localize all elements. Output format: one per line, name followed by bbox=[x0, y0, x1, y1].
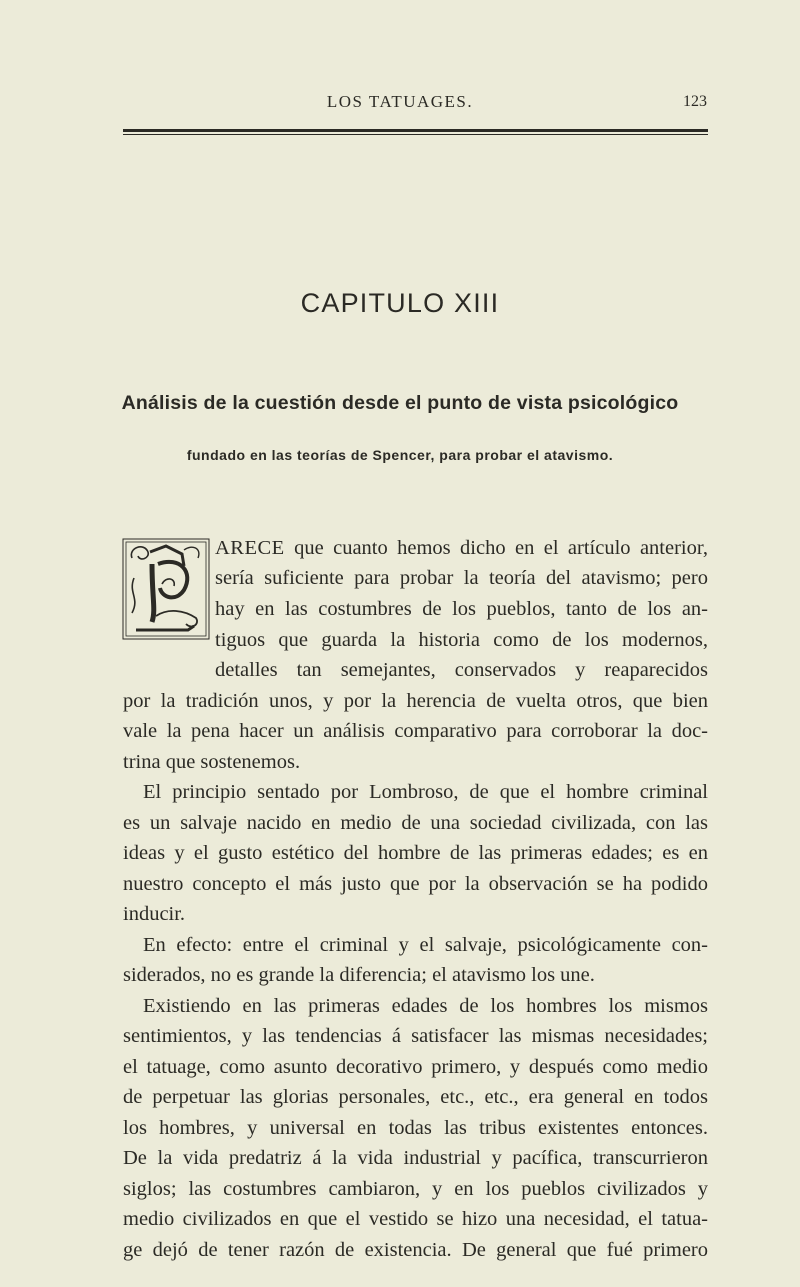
ornamental-initial-icon bbox=[122, 538, 210, 640]
text-line: de perpetuar las glorias personales, etc., etc., era general en todos bbox=[123, 1086, 708, 1108]
text-line: hay en las costumbres de los pueblos, tanto de los an- bbox=[215, 598, 708, 620]
text-line: inducir. bbox=[123, 903, 186, 925]
text-line: vale la pena hacer un análisis comparativo para corroborar la doc- bbox=[123, 720, 708, 742]
text-line: detalles tan semejantes, conservados y reaparecidos bbox=[215, 659, 708, 681]
text-line: trina que sostenemos. bbox=[123, 751, 301, 773]
header-rule-thin bbox=[123, 134, 708, 135]
text-line: siderados, no es grande la diferencia; el atavismo los une. bbox=[123, 964, 595, 986]
text-line: ge dejó de tener razón de existencia. De general que fué primero bbox=[123, 1239, 708, 1261]
text-line: el tatuage, como asunto decorativo primero, y después como medio bbox=[123, 1056, 708, 1078]
text-line: medio civilizados en que el vestido se hizo una necesidad, el tatua- bbox=[123, 1208, 708, 1230]
text-line: sería suficiente para probar la teoría del atavismo; pero bbox=[215, 567, 708, 589]
text-line: nuestro concepto el más justo que por la observación se ha podido bbox=[123, 873, 708, 895]
text-line: tiguos que guarda la historia como de los modernos, bbox=[215, 629, 708, 651]
header-rule-thick bbox=[123, 129, 708, 132]
text-line: En efecto: entre el criminal y el salvaje, psicológicamente con- bbox=[143, 934, 708, 956]
section-subtitle: fundado en las teorías de Spencer, para probar el atavismo. bbox=[186, 447, 614, 463]
text-line: los hombres, y universal en todas las tribus existentes entonces. bbox=[123, 1117, 708, 1139]
text-line: es un salvaje nacido en medio de una sociedad civilizada, con las bbox=[123, 812, 708, 834]
text-line: El principio sentado por Lombroso, de que el hombre criminal bbox=[143, 781, 708, 803]
running-head bbox=[0, 92, 800, 116]
text-line: por la tradición unos, y por la herencia de vuelta otros, que bien bbox=[123, 690, 708, 712]
running-title: LOS TATUAGES. bbox=[326, 92, 474, 111]
first-word-small-caps: ARECE bbox=[215, 537, 285, 559]
text-line: Existiendo en las primeras edades de los hombres los mismos bbox=[143, 995, 708, 1017]
text-line: sentimientos, y las tendencias á satisfacer las mismas necesidades; bbox=[123, 1025, 708, 1047]
text-line: siglos; las costumbres cambiaron, y en los pueblos civilizados y bbox=[123, 1178, 708, 1200]
chapter-title: CAPITULO XIII bbox=[300, 288, 500, 318]
page-number: 123 bbox=[683, 93, 707, 110]
text-line: De la vida predatriz á la vida industrial y pacífica, transcurrieron bbox=[123, 1147, 708, 1169]
text-line: ARECE que cuanto hemos dicho en el artículo anterior, bbox=[215, 537, 708, 559]
section-title: Análisis de la cuestión desde el punto de vista psicológico bbox=[121, 392, 679, 414]
text-line: ideas y el gusto estético del hombre de las primeras edades; es en bbox=[123, 842, 708, 864]
